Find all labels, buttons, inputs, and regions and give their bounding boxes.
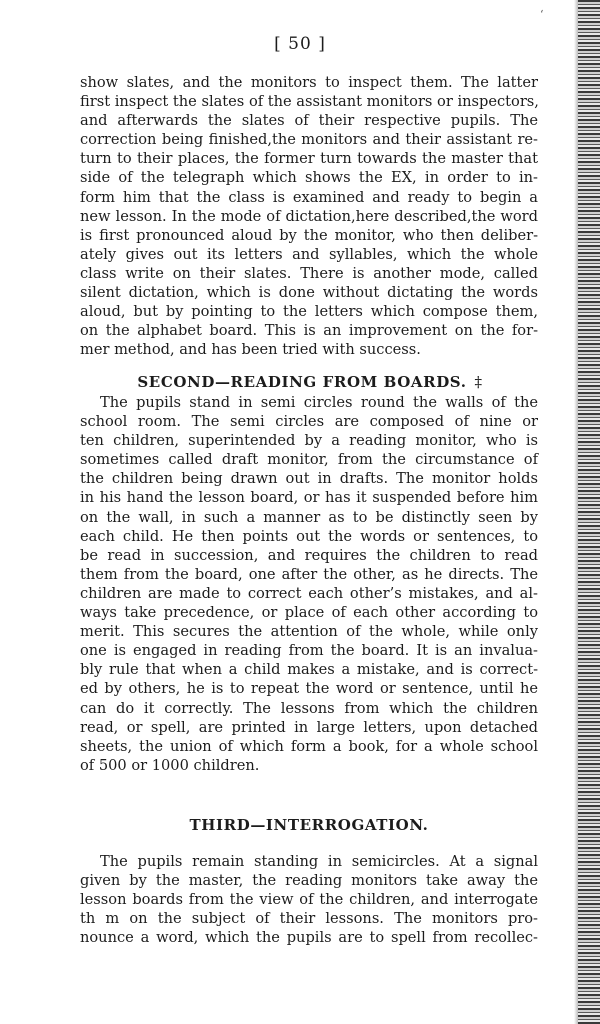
text-line: first inspect the slates of the assistant monitors or inspectors,	[80, 93, 539, 111]
paragraph-second	[80, 393, 538, 775]
text-line: merit. This secures the attention of the whole, while only	[80, 623, 538, 641]
text-line: th m on the subject of their lessons. The monitors pro-	[80, 910, 538, 928]
section-heading-third: THIRD—INTERROGATION.	[189, 816, 429, 834]
text-line: and afterwards the slates of their respective pupils. The	[80, 112, 538, 130]
text-line: school room. The semi circles are composed of nine or	[80, 413, 538, 431]
text-line: new lesson. In the mode of dictation,here described,the word	[80, 207, 538, 225]
text-line: read, or spell, are printed in large letters, upon detached	[80, 718, 538, 736]
text-line: ten children, superintended by a reading monitor, who is	[80, 432, 538, 450]
text-line: of 500 or 1000 children.	[80, 756, 260, 774]
text-line: turn to their places, the former turn towards the master that	[80, 150, 538, 168]
text-line: mer method, and has been tried with success.	[80, 341, 421, 359]
text-line: be read in succession, and requires the children to read	[80, 546, 538, 564]
text-line: in his hand the lesson board, or has it suspended before him	[80, 489, 538, 507]
text-line: silent dictation, which is done without dictating the words	[80, 284, 538, 302]
text-line: on the wall, in such a manner as to be distinctly seen by	[80, 508, 538, 526]
heading-mark: ‡	[474, 373, 483, 391]
text-line: The pupils remain standing in semicircles. At a signal	[100, 853, 538, 870]
text-line: ways take precedence, or place of each other according to	[80, 604, 538, 622]
section-heading-second	[110, 373, 510, 391]
text-line: them from the board, one after the other, as he directs. The	[80, 565, 538, 583]
text-line: ed by others, he is to repeat the word or sentence, until he	[80, 680, 538, 698]
text-line: form him that the class is examined and ready to begin a	[80, 188, 538, 206]
text-line: The pupils stand in semi circles round the walls of the	[100, 394, 538, 411]
text-line: side of the telegraph which shows the EX, in order to in-	[80, 169, 538, 187]
text-line: ately gives out its letters and syllables, which the whole	[80, 245, 538, 263]
heading-text: SECOND—READING FROM BOARDS.	[137, 373, 467, 391]
text-line: can do it correctly. The lessons from which the children	[80, 699, 538, 717]
text-line: each child. He then points out the words or sentences, to	[80, 527, 538, 545]
text-line: show slates, and the monitors to inspect them. The latter	[80, 74, 538, 91]
text-line: class write on their slates. There is another mode, called	[80, 264, 538, 282]
text-line: bly rule that when a child makes a mistake, and is correct-	[80, 661, 538, 679]
text-line: sheets, the union of which form a book, for a whole school	[80, 737, 538, 755]
book-spine-edge	[578, 0, 600, 1024]
page-number: [ 50 ]	[274, 34, 326, 54]
text-line: on the alphabet board. This is an improvement on the for-	[80, 322, 538, 340]
text-line: aloud, but by pointing to the letters which compose them,	[80, 303, 538, 321]
paragraph-intro	[80, 73, 538, 359]
text-line: one is engaged in reading from the board. It is an invalua-	[80, 642, 538, 660]
text-line: children are made to correct each other’s mistakes, and al-	[80, 584, 538, 602]
text-line: is first pronounced aloud by the monitor, who then deliber-	[80, 226, 538, 244]
corner-mark: ‘	[540, 8, 544, 21]
paragraph-third	[80, 852, 538, 947]
text-line: correction being finished,the monitors and their assistant re-	[80, 131, 538, 149]
text-line: the children being drawn out in drafts. The monitor holds	[80, 470, 538, 488]
text-line: given by the master, the reading monitors take away the	[80, 872, 538, 890]
text-line: nounce a word, which the pupils are to spell from recollec-	[80, 929, 538, 947]
text-line: lesson boards from the view of the children, and interrogate	[80, 891, 538, 909]
text-line: sometimes called draft monitor, from the circumstance of	[80, 451, 538, 469]
